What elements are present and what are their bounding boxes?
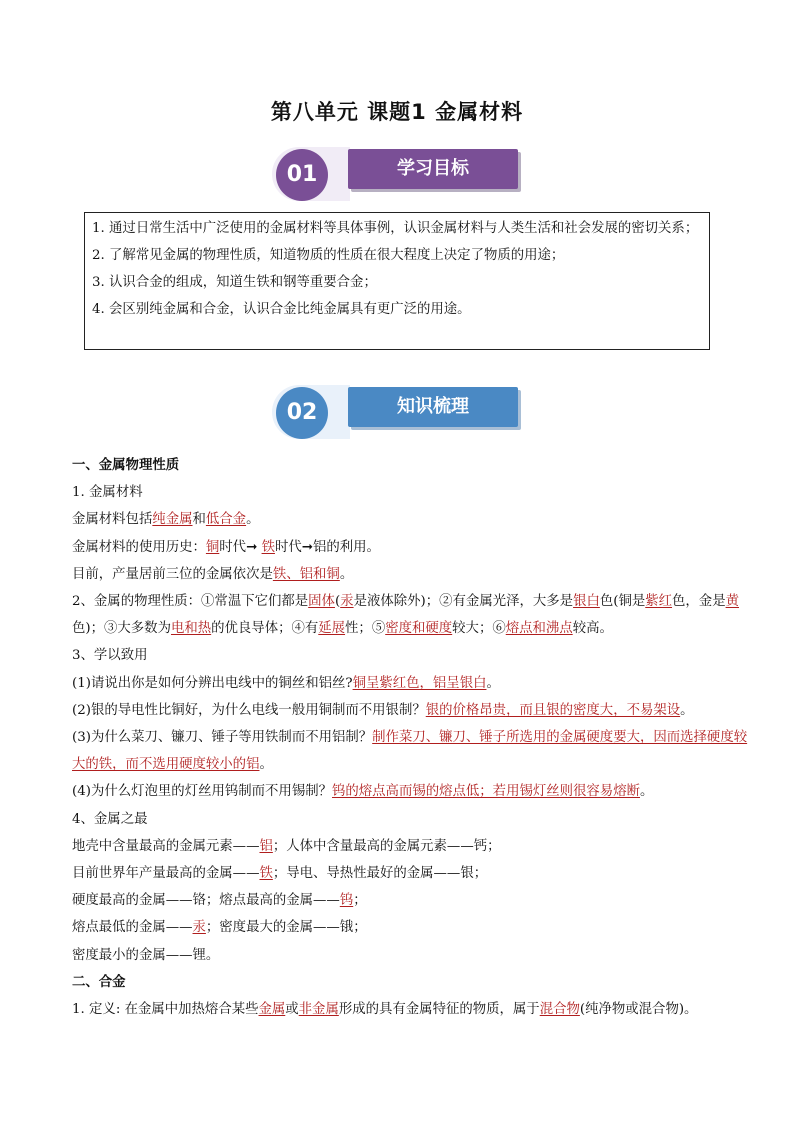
learning-goals-box bbox=[84, 212, 710, 350]
text-line: 地壳中含量最高的金属元素——铝；人体中含量最高的金属元素——钙； bbox=[72, 838, 501, 854]
question-line: (2)银的导电性比铜好，为什么电线一般用铜制而不用银制？银的价格昂贵，而且银的密度大，不易架设。 bbox=[72, 702, 694, 718]
text-line: 1. 定义: 在金属中加热熔合某些金属或非金属形成的具有金属特征的物质，属于混合物(纯净物或混合物)。 bbox=[72, 1002, 698, 1018]
subheading: 4、金属之最 bbox=[72, 811, 148, 827]
answer-blank: 银白 bbox=[573, 594, 600, 610]
banner-label: 学习目标 bbox=[348, 149, 518, 189]
answer-blank: 铜 bbox=[205, 539, 220, 555]
goal-item: 4. 会区别纯金属和合金，认识合金比纯金属具有更广泛的用途。 bbox=[92, 302, 471, 317]
knowledge-content bbox=[72, 452, 752, 1023]
text-line: 目前世界年产量最高的金属——铁；导电、导热性最好的金属——银； bbox=[72, 866, 488, 882]
answer-blank: 混合物 bbox=[539, 1002, 580, 1018]
answer-blank: 密度和硬度 bbox=[385, 621, 453, 637]
question-line: (1)请说出你是如何分辨出电线中的铜丝和铝丝?铜呈紫红色，铝呈银白。 bbox=[72, 675, 500, 691]
answer-blank: 电和热 bbox=[170, 621, 212, 637]
section-banner-knowledge bbox=[272, 385, 532, 445]
text-line: 硬度最高的金属——铬；熔点最高的金属——钨； bbox=[72, 893, 367, 909]
text-line: 目前，产量居前三位的金属依次是铁、铝和铜。 bbox=[72, 566, 354, 582]
text-line: 熔点最低的金属——汞；密度最大的金属——锇； bbox=[72, 920, 367, 936]
answer-blank: 制作菜刀、镰刀、锤子所选用的金属硬度要大，因而选择硬度较大的铁，而不选用硬度较小的铝 bbox=[72, 730, 748, 773]
answer-blank: 黄 bbox=[725, 594, 739, 610]
answer-blank: 纯金属 bbox=[152, 512, 193, 528]
banner-number: 02 bbox=[276, 387, 328, 439]
answer-blank: 铝 bbox=[259, 838, 273, 854]
page-title: 第八单元 课题1 金属材料 bbox=[270, 100, 524, 124]
text-paragraph: 2、金属的物理性质：①常温下它们都是固体(汞是液体除外)；②有金属光泽，大多是银白色(铜是紫红色，金是黄色)；③大多数为电和热的优良导体；④有延展性；⑤密度和硬度较大；⑥熔点和沸点较高。 bbox=[72, 594, 739, 637]
goal-item: 1. 通过日常生活中广泛使用的金属材料等具体事例，认识金属材料与人类生活和社会发展的密切关系； bbox=[92, 221, 699, 236]
section-banner-goals bbox=[272, 147, 532, 207]
answer-blank: 铁 bbox=[261, 539, 275, 555]
subheading: 3、学以致用 bbox=[72, 648, 148, 664]
answer-blank: 钨的熔点高而锡的熔点低；若用锡灯丝则很容易熔断 bbox=[332, 784, 640, 800]
section-heading: 二、合金 bbox=[72, 974, 126, 990]
text-line: 密度最小的金属——锂。 bbox=[72, 947, 220, 963]
text-line: 金属材料包括纯金属和低合金。 bbox=[72, 512, 260, 528]
answer-blank: 铁、铝和铜 bbox=[272, 566, 340, 582]
answer-blank: 铜呈紫红色，铝呈银白 bbox=[352, 675, 487, 691]
section-heading: 一、金属物理性质 bbox=[72, 458, 180, 473]
answer-blank: 固体 bbox=[308, 594, 335, 610]
answer-blank: 钨 bbox=[339, 893, 354, 909]
answer-blank: 非金属 bbox=[298, 1002, 339, 1018]
answer-blank: 熔点和沸点 bbox=[505, 621, 573, 637]
answer-blank: 汞 bbox=[340, 594, 354, 610]
answer-blank: 银的价格昂贵，而且银的密度大，不易架设 bbox=[425, 702, 681, 718]
banner-label: 知识梳理 bbox=[348, 387, 518, 427]
answer-blank: 汞 bbox=[192, 920, 206, 936]
answer-blank: 铁 bbox=[259, 866, 273, 882]
subheading: 1. 金属材料 bbox=[72, 485, 143, 501]
question-line: (3)为什么菜刀、镰刀、锤子等用铁制而不用铝制？制作菜刀、镰刀、锤子所选用的金属硬度要大，因而选择硬度较大的铁，而不选用硬度较小的铝。 bbox=[72, 730, 748, 773]
answer-blank: 紫红 bbox=[645, 594, 673, 610]
answer-blank: 低合金 bbox=[205, 512, 247, 528]
answer-blank: 金属 bbox=[258, 1002, 286, 1018]
goal-item: 2. 了解常见金属的物理性质，知道物质的性质在很大程度上决定了物质的用途； bbox=[92, 248, 565, 263]
text-line: 金属材料的使用历史：铜时代➞ 铁时代➞铝的利用。 bbox=[72, 539, 380, 555]
goal-item: 3. 认识合金的组成，知道生铁和钢等重要合金； bbox=[92, 275, 377, 290]
banner-number: 01 bbox=[276, 149, 328, 201]
question-line: (4)为什么灯泡里的灯丝用钨制而不用锡制？钨的熔点高而锡的熔点低；若用锡灯丝则很容易熔断。 bbox=[72, 784, 654, 800]
answer-blank: 延展 bbox=[318, 621, 346, 637]
